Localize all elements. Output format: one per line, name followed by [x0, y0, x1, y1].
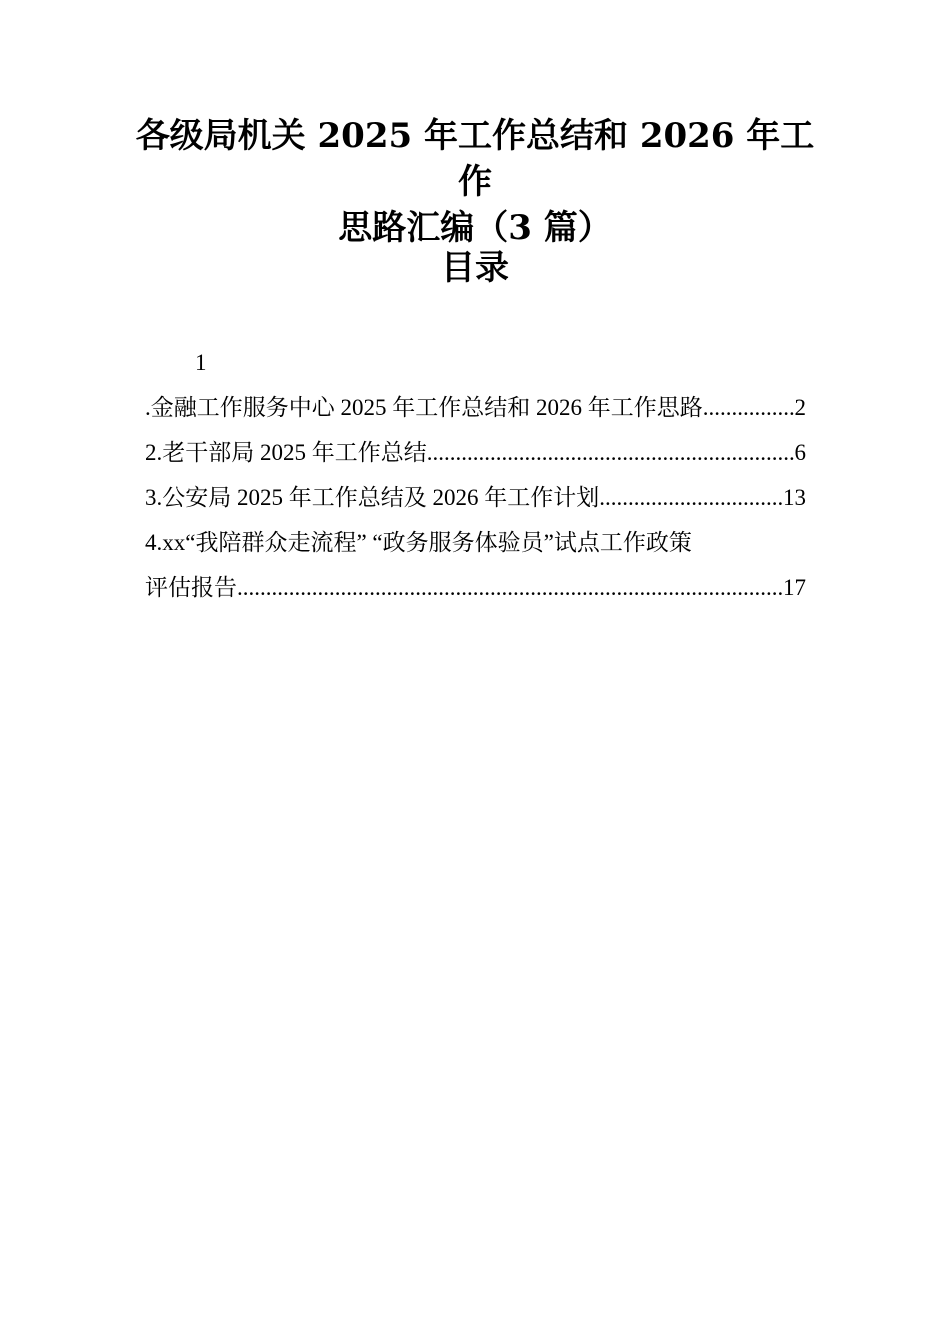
toc-entry-2-page: 6 — [794, 440, 806, 465]
toc-dot-leader — [703, 385, 795, 430]
toc-dot-leader — [237, 565, 783, 610]
toc-entry-4-page: 17 — [783, 575, 806, 600]
toc-entry-3-page: 13 — [783, 485, 806, 510]
toc-entry-1-text: .金融工作服务中心 2025 年工作总结和 2026 年工作思路 — [145, 395, 703, 420]
table-of-contents — [145, 340, 806, 610]
toc-heading: 目录 — [441, 248, 509, 288]
toc-dot-leader — [427, 430, 795, 475]
toc-entry-1-page: 2 — [794, 395, 806, 420]
document-title-line-1: 各级局机关 2025 年工作总结和 2026 年工作 — [135, 116, 815, 202]
toc-entry-1-number: 1 — [195, 350, 207, 375]
toc-entry-2-text: 2.老干部局 2025 年工作总结 — [145, 440, 427, 465]
toc-dot-leader — [599, 475, 783, 520]
toc-entry-3[interactable] — [145, 475, 806, 520]
document-title-line-2: 思路汇编（3 篇） — [338, 208, 612, 248]
toc-entry-1[interactable] — [145, 385, 806, 430]
toc-entry-2[interactable] — [145, 430, 806, 475]
toc-entry-4-line-1[interactable]: 4.xx“我陪群众走流程” “政务服务体验员”试点工作政策 — [145, 530, 692, 555]
toc-entry-4-text: 评估报告 — [145, 575, 237, 600]
toc-entry-3-text: 3.公安局 2025 年工作总结及 2026 年工作计划 — [145, 485, 600, 510]
toc-entry-4[interactable] — [145, 565, 806, 610]
document-title — [120, 113, 830, 251]
